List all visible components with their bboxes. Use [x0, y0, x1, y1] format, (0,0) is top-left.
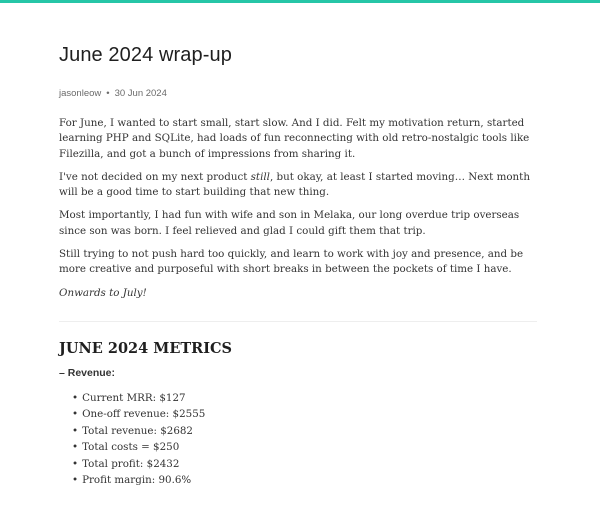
revenue-label: – Revenue: [59, 367, 116, 379]
metrics-list-item [72, 456, 205, 472]
metric-text: Profit margin: 90.6% [82, 474, 192, 487]
metrics-list-item [72, 406, 205, 422]
bullet: • [72, 457, 79, 470]
accent-top-bar [0, 0, 600, 3]
post-date: 30 Jun 2024 [114, 88, 167, 99]
author-link[interactable]: jasonleow [59, 88, 102, 99]
metrics-list-item [72, 439, 205, 455]
paragraph-1: For June, I wanted to start small, start slow. And I did. Felt my motivation return, started learning PHP and SQLite, had loads of fun reconnecting with old retro-nostalgic tools like Filezilla, and got a bunch of impressions from sharing it. [59, 117, 530, 160]
paragraph-5-emphasis: Onwards to July! [59, 286, 147, 299]
paragraph-5 [59, 286, 537, 301]
bullet: • [72, 392, 79, 404]
bullet: • [72, 474, 79, 487]
post-title: June 2024 wrap-up [59, 44, 232, 66]
meta-separator: • [106, 88, 110, 99]
bullet: • [72, 408, 79, 421]
bullet: • [72, 424, 79, 437]
post-meta [59, 88, 167, 99]
metrics-heading: JUNE 2024 METRICS [59, 340, 233, 357]
paragraph-2 [59, 170, 537, 201]
metric-text: One-off revenue: $2555 [82, 408, 206, 421]
metrics-list [72, 390, 205, 488]
metrics-list-item [72, 390, 205, 406]
paragraph-3: Most importantly, I had fun with wife and son in Melaka, our long overdue trip overseas since son was born. I feel relieved and glad I could gift them that trip. [59, 209, 520, 237]
metric-text: Total revenue: $2682 [82, 424, 193, 437]
metrics-list-item [72, 472, 205, 488]
metrics-list-item [72, 423, 205, 439]
bullet: • [72, 441, 79, 454]
metric-text: Total profit: $2432 [82, 457, 180, 470]
metric-text: Current MRR: $127 [82, 392, 186, 404]
paragraph-2-text-a: I've not decided on my next product [59, 170, 251, 183]
metric-text: Total costs = $250 [82, 441, 180, 454]
paragraph-2-emphasis: still [250, 170, 270, 183]
post-body [59, 116, 537, 309]
section-divider [59, 321, 537, 322]
paragraph-2-text-b: , but okay, at least I started moving… Next month will be a good time to start building that new thing. [59, 170, 530, 199]
paragraph-4: Still trying to not push hard too quickly, and learn to work with joy and presence, and be more creative and purposeful with short breaks in between the pockets of time I have. [59, 248, 524, 276]
